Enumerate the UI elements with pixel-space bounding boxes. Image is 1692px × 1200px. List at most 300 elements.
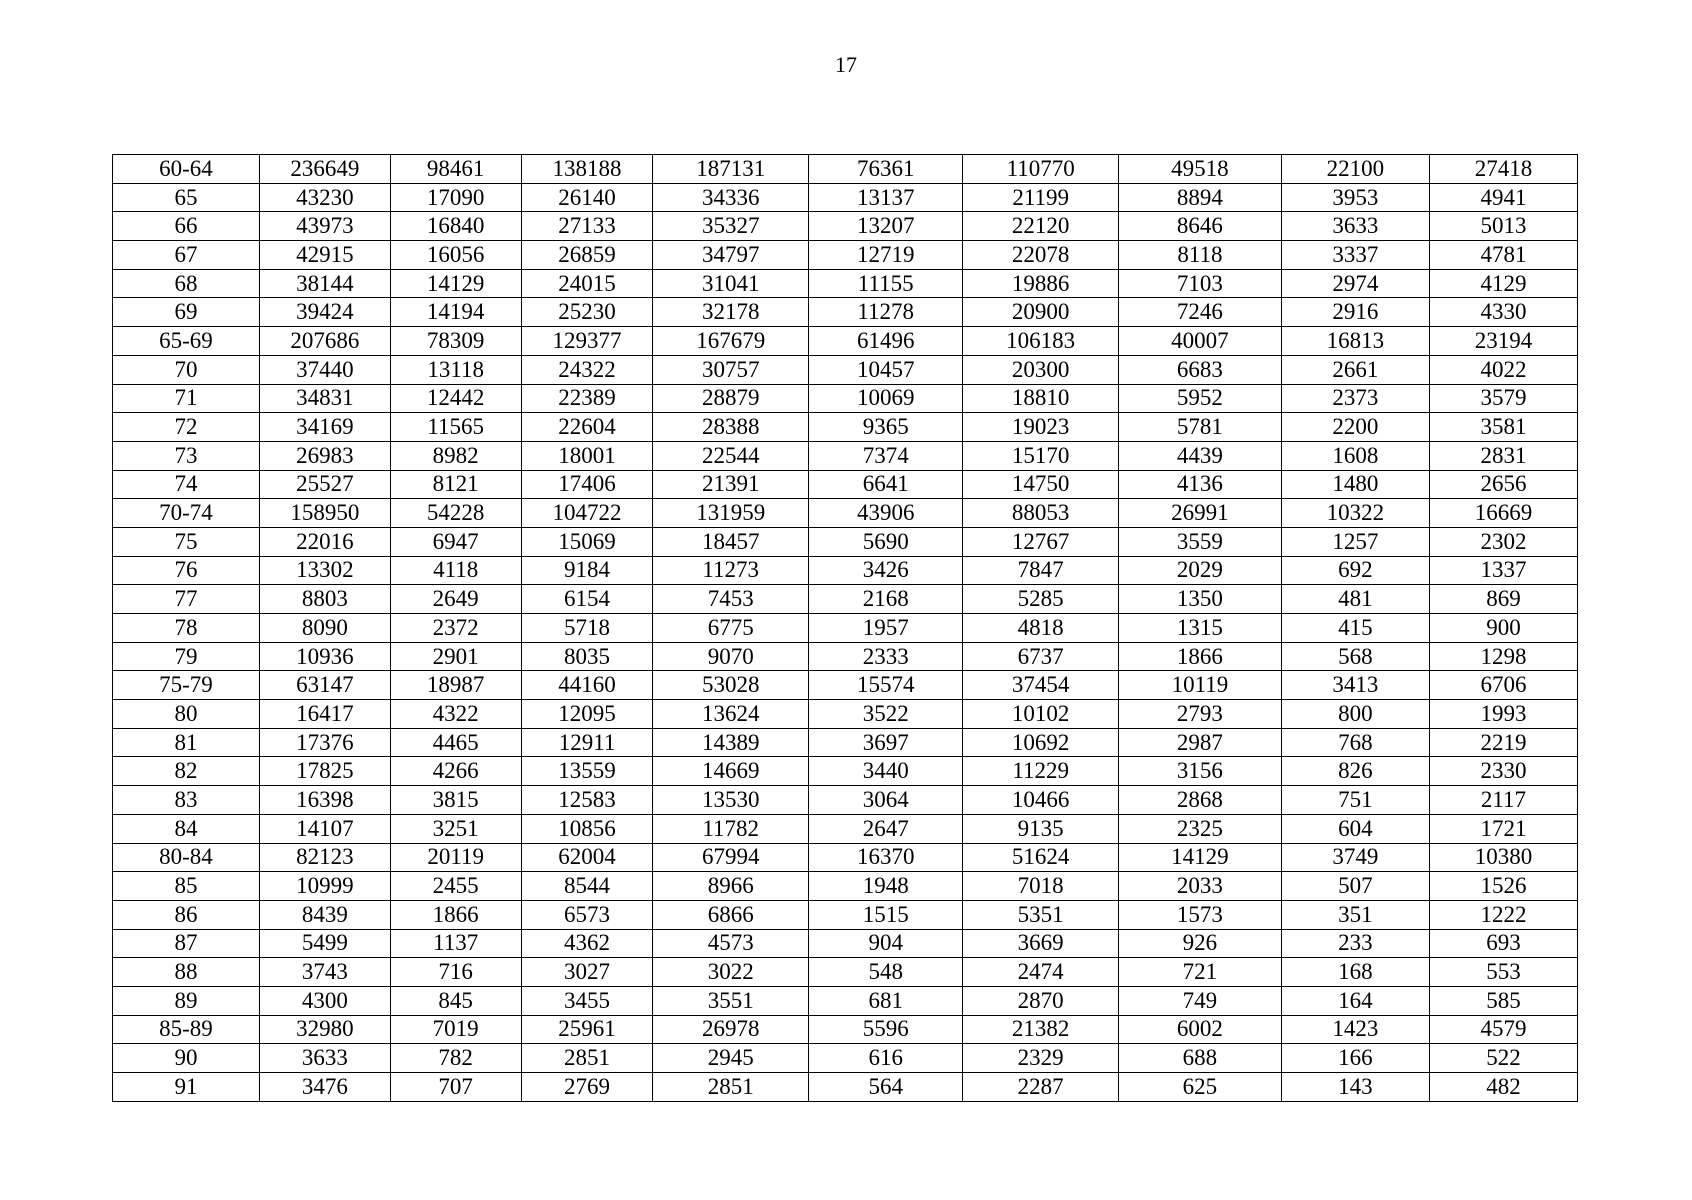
table-cell-col-3: 10856	[521, 814, 653, 843]
table-cell-col-2: 11565	[390, 413, 521, 442]
table-cell-col-3: 44160	[521, 671, 653, 700]
table-cell-col-8: 1480	[1281, 470, 1429, 499]
table-cell-col-8: 143	[1281, 1073, 1429, 1102]
table-cell-col-7: 5781	[1118, 413, 1281, 442]
table-cell-col-7: 8894	[1118, 183, 1281, 212]
table-cell-col-6: 10692	[963, 728, 1119, 757]
table-row	[113, 269, 1578, 298]
table-cell-col-7: 5952	[1118, 384, 1281, 413]
table-cell-col-7: 1350	[1118, 585, 1281, 614]
table-cell-col-5: 2647	[808, 814, 962, 843]
table-cell-col-4: 167679	[653, 327, 809, 356]
table-cell-col-7: 8646	[1118, 212, 1281, 241]
table-cell-col-5: 6641	[808, 470, 962, 499]
table-cell-col-1: 13302	[259, 556, 390, 585]
table-cell-col-8: 351	[1281, 900, 1429, 929]
table-cell-col-5: 681	[808, 986, 962, 1015]
table-cell-col-4: 35327	[653, 212, 809, 241]
table-row	[113, 441, 1578, 470]
table-cell-col-2: 716	[390, 958, 521, 987]
table-row	[113, 728, 1578, 757]
table-cell-col-6: 2474	[963, 958, 1119, 987]
table-cell-col-7: 625	[1118, 1073, 1281, 1102]
table-cell-col-8: 2373	[1281, 384, 1429, 413]
table-cell-col-1: 26983	[259, 441, 390, 470]
table-cell-col-6: 19886	[963, 269, 1119, 298]
table-cell-col-3: 24322	[521, 355, 653, 384]
table-cell-age-group: 66	[113, 212, 260, 241]
table-cell-age-group: 70-74	[113, 499, 260, 528]
table-cell-col-7: 2033	[1118, 872, 1281, 901]
table-cell-col-6: 22078	[963, 241, 1119, 270]
table-cell-col-5: 61496	[808, 327, 962, 356]
table-cell-col-2: 707	[390, 1073, 521, 1102]
table-cell-col-8: 2200	[1281, 413, 1429, 442]
table-cell-col-4: 14389	[653, 728, 809, 757]
table-cell-age-group: 85-89	[113, 1015, 260, 1044]
table-cell-col-9: 2831	[1429, 441, 1577, 470]
table-cell-col-8: 1257	[1281, 527, 1429, 556]
table-cell-col-8: 233	[1281, 929, 1429, 958]
table-body	[113, 155, 1578, 1102]
table-cell-col-9: 900	[1429, 614, 1577, 643]
table-cell-col-6: 2329	[963, 1044, 1119, 1073]
table-cell-col-8: 164	[1281, 986, 1429, 1015]
table-cell-col-8: 481	[1281, 585, 1429, 614]
table-cell-col-4: 13624	[653, 700, 809, 729]
table-cell-col-3: 26140	[521, 183, 653, 212]
table-cell-col-3: 26859	[521, 241, 653, 270]
table-cell-col-5: 1957	[808, 614, 962, 643]
table-cell-col-1: 3633	[259, 1044, 390, 1073]
table-cell-col-3: 62004	[521, 843, 653, 872]
table-cell-col-7: 6683	[1118, 355, 1281, 384]
table-cell-col-9: 1721	[1429, 814, 1577, 843]
table-cell-col-8: 800	[1281, 700, 1429, 729]
table-cell-col-9: 693	[1429, 929, 1577, 958]
table-row	[113, 900, 1578, 929]
table-cell-col-5: 3697	[808, 728, 962, 757]
table-cell-col-2: 2372	[390, 614, 521, 643]
table-cell-col-6: 21199	[963, 183, 1119, 212]
table-cell-col-8: 3953	[1281, 183, 1429, 212]
table-cell-col-1: 38144	[259, 269, 390, 298]
table-cell-col-6: 14750	[963, 470, 1119, 499]
table-cell-col-2: 4465	[390, 728, 521, 757]
table-cell-col-1: 39424	[259, 298, 390, 327]
table-cell-col-7: 2793	[1118, 700, 1281, 729]
table-cell-col-7: 749	[1118, 986, 1281, 1015]
table-cell-col-2: 3815	[390, 786, 521, 815]
table-cell-col-2: 20119	[390, 843, 521, 872]
table-cell-col-1: 43973	[259, 212, 390, 241]
table-cell-col-1: 3743	[259, 958, 390, 987]
table-cell-col-5: 616	[808, 1044, 962, 1073]
table-cell-col-9: 2656	[1429, 470, 1577, 499]
table-cell-col-2: 14129	[390, 269, 521, 298]
table-cell-col-4: 6775	[653, 614, 809, 643]
table-cell-col-9: 2330	[1429, 757, 1577, 786]
table-cell-col-4: 13530	[653, 786, 809, 815]
table-cell-col-3: 8035	[521, 642, 653, 671]
table-cell-col-7: 14129	[1118, 843, 1281, 872]
table-cell-col-2: 54228	[390, 499, 521, 528]
table-cell-col-8: 692	[1281, 556, 1429, 585]
table-cell-col-6: 20900	[963, 298, 1119, 327]
table-cell-col-4: 28388	[653, 413, 809, 442]
table-cell-col-6: 88053	[963, 499, 1119, 528]
table-cell-col-1: 34169	[259, 413, 390, 442]
table-cell-col-3: 3027	[521, 958, 653, 987]
table-cell-age-group: 77	[113, 585, 260, 614]
table-cell-col-8: 22100	[1281, 155, 1429, 184]
table-cell-col-3: 12583	[521, 786, 653, 815]
table-cell-col-9: 522	[1429, 1044, 1577, 1073]
table-cell-col-5: 10457	[808, 355, 962, 384]
table-row	[113, 470, 1578, 499]
table-cell-col-2: 2649	[390, 585, 521, 614]
table-cell-col-1: 82123	[259, 843, 390, 872]
table-cell-col-1: 16398	[259, 786, 390, 815]
table-cell-col-1: 17376	[259, 728, 390, 757]
table-row	[113, 872, 1578, 901]
table-cell-col-9: 1222	[1429, 900, 1577, 929]
table-cell-age-group: 73	[113, 441, 260, 470]
table-cell-col-9: 482	[1429, 1073, 1577, 1102]
table-cell-col-3: 13559	[521, 757, 653, 786]
table-cell-col-4: 30757	[653, 355, 809, 384]
table-cell-col-4: 11782	[653, 814, 809, 843]
table-cell-col-6: 10102	[963, 700, 1119, 729]
table-cell-age-group: 70	[113, 355, 260, 384]
table-cell-col-9: 6706	[1429, 671, 1577, 700]
table-cell-col-9: 869	[1429, 585, 1577, 614]
table-cell-col-8: 168	[1281, 958, 1429, 987]
table-cell-age-group: 65-69	[113, 327, 260, 356]
table-cell-col-9: 16669	[1429, 499, 1577, 528]
table-cell-age-group: 71	[113, 384, 260, 413]
table-cell-col-5: 3440	[808, 757, 962, 786]
table-cell-col-9: 2302	[1429, 527, 1577, 556]
table-cell-col-2: 4118	[390, 556, 521, 585]
table-cell-col-3: 138188	[521, 155, 653, 184]
table-cell-col-2: 3251	[390, 814, 521, 843]
table-cell-col-6: 6737	[963, 642, 1119, 671]
table-cell-col-5: 3522	[808, 700, 962, 729]
table-row	[113, 183, 1578, 212]
table-cell-col-9: 10380	[1429, 843, 1577, 872]
table-row	[113, 556, 1578, 585]
table-cell-col-9: 4022	[1429, 355, 1577, 384]
table-cell-col-3: 2769	[521, 1073, 653, 1102]
table-cell-col-3: 18001	[521, 441, 653, 470]
table-cell-col-7: 3559	[1118, 527, 1281, 556]
table-cell-col-4: 32178	[653, 298, 809, 327]
table-cell-col-8: 166	[1281, 1044, 1429, 1073]
table-cell-col-4: 31041	[653, 269, 809, 298]
table-cell-col-6: 15170	[963, 441, 1119, 470]
table-cell-col-1: 43230	[259, 183, 390, 212]
table-cell-col-1: 207686	[259, 327, 390, 356]
table-cell-col-2: 845	[390, 986, 521, 1015]
table-row	[113, 843, 1578, 872]
table-cell-col-7: 49518	[1118, 155, 1281, 184]
table-cell-col-5: 11278	[808, 298, 962, 327]
table-cell-col-4: 6866	[653, 900, 809, 929]
table-cell-col-8: 568	[1281, 642, 1429, 671]
table-cell-col-9: 3579	[1429, 384, 1577, 413]
table-cell-col-6: 9135	[963, 814, 1119, 843]
table-cell-col-4: 28879	[653, 384, 809, 413]
table-cell-col-8: 826	[1281, 757, 1429, 786]
table-cell-col-3: 6573	[521, 900, 653, 929]
table-cell-col-1: 14107	[259, 814, 390, 843]
page-number: 17	[835, 52, 857, 77]
table-cell-col-2: 17090	[390, 183, 521, 212]
table-cell-col-8: 751	[1281, 786, 1429, 815]
table-row	[113, 986, 1578, 1015]
table-cell-col-3: 15069	[521, 527, 653, 556]
table-cell-col-8: 415	[1281, 614, 1429, 643]
table-cell-col-5: 1515	[808, 900, 962, 929]
table-cell-age-group: 88	[113, 958, 260, 987]
table-cell-col-6: 20300	[963, 355, 1119, 384]
table-cell-age-group: 90	[113, 1044, 260, 1073]
table-cell-col-2: 16056	[390, 241, 521, 270]
table-cell-col-2: 18987	[390, 671, 521, 700]
table-cell-col-4: 67994	[653, 843, 809, 872]
table-row	[113, 527, 1578, 556]
table-row	[113, 671, 1578, 700]
table-cell-col-8: 1608	[1281, 441, 1429, 470]
table-cell-col-7: 26991	[1118, 499, 1281, 528]
table-cell-col-7: 40007	[1118, 327, 1281, 356]
table-cell-col-5: 564	[808, 1073, 962, 1102]
table-cell-col-3: 25230	[521, 298, 653, 327]
table-cell-col-7: 721	[1118, 958, 1281, 987]
table-cell-col-6: 10466	[963, 786, 1119, 815]
table-cell-age-group: 60-64	[113, 155, 260, 184]
table-row	[113, 355, 1578, 384]
table-cell-col-9: 4330	[1429, 298, 1577, 327]
table-cell-col-4: 2851	[653, 1073, 809, 1102]
table-cell-col-3: 24015	[521, 269, 653, 298]
table-cell-col-2: 4322	[390, 700, 521, 729]
table-cell-col-7: 2987	[1118, 728, 1281, 757]
table-cell-col-1: 16417	[259, 700, 390, 729]
table-cell-col-7: 1573	[1118, 900, 1281, 929]
table-cell-col-1: 63147	[259, 671, 390, 700]
table-cell-col-6: 21382	[963, 1015, 1119, 1044]
table-cell-col-5: 1948	[808, 872, 962, 901]
table-cell-col-2: 12442	[390, 384, 521, 413]
table-cell-col-9: 2117	[1429, 786, 1577, 815]
table-cell-col-6: 2870	[963, 986, 1119, 1015]
table-cell-col-9: 1526	[1429, 872, 1577, 901]
table-cell-col-6: 11229	[963, 757, 1119, 786]
table-cell-col-9: 585	[1429, 986, 1577, 1015]
table-row	[113, 155, 1578, 184]
table-cell-col-1: 4300	[259, 986, 390, 1015]
table-cell-col-3: 12911	[521, 728, 653, 757]
table-cell-col-4: 11273	[653, 556, 809, 585]
table-cell-col-9: 553	[1429, 958, 1577, 987]
table-row	[113, 241, 1578, 270]
table-cell-col-5: 15574	[808, 671, 962, 700]
table-cell-col-3: 6154	[521, 585, 653, 614]
table-cell-col-3: 5718	[521, 614, 653, 643]
table-cell-col-6: 3669	[963, 929, 1119, 958]
table-cell-col-1: 8090	[259, 614, 390, 643]
table-cell-col-8: 1423	[1281, 1015, 1429, 1044]
table-cell-col-3: 12095	[521, 700, 653, 729]
table-cell-col-6: 2287	[963, 1073, 1119, 1102]
table-cell-col-9: 23194	[1429, 327, 1577, 356]
table-cell-col-7: 926	[1118, 929, 1281, 958]
table-cell-col-1: 32980	[259, 1015, 390, 1044]
table-cell-col-2: 2901	[390, 642, 521, 671]
table-cell-col-8: 507	[1281, 872, 1429, 901]
table-cell-col-9: 2219	[1429, 728, 1577, 757]
table-row	[113, 929, 1578, 958]
table-cell-col-9: 1298	[1429, 642, 1577, 671]
table-cell-col-7: 3156	[1118, 757, 1281, 786]
table-cell-col-1: 8803	[259, 585, 390, 614]
table-cell-col-2: 8121	[390, 470, 521, 499]
table-cell-col-6: 7018	[963, 872, 1119, 901]
table-cell-col-5: 904	[808, 929, 962, 958]
table-cell-col-4: 22544	[653, 441, 809, 470]
table-cell-col-7: 7246	[1118, 298, 1281, 327]
table-cell-age-group: 75	[113, 527, 260, 556]
table-row	[113, 327, 1578, 356]
table-cell-col-3: 25961	[521, 1015, 653, 1044]
table-cell-col-8: 768	[1281, 728, 1429, 757]
table-cell-col-5: 5690	[808, 527, 962, 556]
table-cell-col-3: 2851	[521, 1044, 653, 1073]
table-cell-col-6: 12767	[963, 527, 1119, 556]
table-cell-col-7: 2325	[1118, 814, 1281, 843]
table-cell-col-1: 22016	[259, 527, 390, 556]
table-cell-col-5: 3064	[808, 786, 962, 815]
table-cell-col-5: 76361	[808, 155, 962, 184]
table-cell-col-4: 21391	[653, 470, 809, 499]
table-cell-col-5: 5596	[808, 1015, 962, 1044]
table-cell-col-5: 11155	[808, 269, 962, 298]
table-cell-col-7: 10119	[1118, 671, 1281, 700]
table-cell-col-3: 17406	[521, 470, 653, 499]
table-cell-age-group: 86	[113, 900, 260, 929]
table-cell-col-5: 13137	[808, 183, 962, 212]
table-row	[113, 700, 1578, 729]
table-cell-col-4: 131959	[653, 499, 809, 528]
table-cell-col-2: 4266	[390, 757, 521, 786]
table-cell-age-group: 72	[113, 413, 260, 442]
table-cell-col-1: 10999	[259, 872, 390, 901]
table-cell-col-2: 78309	[390, 327, 521, 356]
table-cell-col-1: 25527	[259, 470, 390, 499]
table-cell-col-5: 13207	[808, 212, 962, 241]
table-cell-col-8: 16813	[1281, 327, 1429, 356]
table-row	[113, 384, 1578, 413]
table-cell-col-9: 27418	[1429, 155, 1577, 184]
table-cell-col-6: 22120	[963, 212, 1119, 241]
table-cell-col-7: 8118	[1118, 241, 1281, 270]
table-cell-col-7: 2868	[1118, 786, 1281, 815]
table-cell-age-group: 82	[113, 757, 260, 786]
table-cell-col-6: 110770	[963, 155, 1119, 184]
table-cell-col-7: 4439	[1118, 441, 1281, 470]
table-cell-col-8: 3337	[1281, 241, 1429, 270]
table-cell-age-group: 91	[113, 1073, 260, 1102]
table-row	[113, 1044, 1578, 1073]
table-cell-col-4: 34336	[653, 183, 809, 212]
table-cell-col-7: 4136	[1118, 470, 1281, 499]
table-cell-col-1: 37440	[259, 355, 390, 384]
table-cell-col-3: 27133	[521, 212, 653, 241]
table-cell-col-6: 4818	[963, 614, 1119, 643]
table-cell-col-4: 2945	[653, 1044, 809, 1073]
table-row	[113, 1073, 1578, 1102]
table-row	[113, 642, 1578, 671]
table-cell-age-group: 81	[113, 728, 260, 757]
table-cell-col-8: 3749	[1281, 843, 1429, 872]
table-cell-col-9: 4579	[1429, 1015, 1577, 1044]
table-cell-age-group: 89	[113, 986, 260, 1015]
table-cell-col-1: 10936	[259, 642, 390, 671]
table-cell-col-5: 2168	[808, 585, 962, 614]
table-cell-age-group: 87	[113, 929, 260, 958]
table-cell-col-2: 14194	[390, 298, 521, 327]
table-cell-col-9: 1337	[1429, 556, 1577, 585]
table-cell-col-8: 10322	[1281, 499, 1429, 528]
table-cell-col-7: 2029	[1118, 556, 1281, 585]
table-cell-col-6: 18810	[963, 384, 1119, 413]
table-row	[113, 757, 1578, 786]
table-cell-col-1: 5499	[259, 929, 390, 958]
table-cell-col-9: 5013	[1429, 212, 1577, 241]
table-cell-col-4: 187131	[653, 155, 809, 184]
table-cell-col-2: 98461	[390, 155, 521, 184]
table-cell-col-9: 4129	[1429, 269, 1577, 298]
table-cell-col-5: 16370	[808, 843, 962, 872]
table-cell-col-3: 129377	[521, 327, 653, 356]
table-cell-col-3: 8544	[521, 872, 653, 901]
table-cell-col-1: 34831	[259, 384, 390, 413]
table-cell-col-4: 26978	[653, 1015, 809, 1044]
table-cell-col-3: 3455	[521, 986, 653, 1015]
table-cell-col-4: 8966	[653, 872, 809, 901]
table-cell-col-9: 3581	[1429, 413, 1577, 442]
table-cell-col-8: 2661	[1281, 355, 1429, 384]
table-cell-col-6: 37454	[963, 671, 1119, 700]
table-cell-col-2: 16840	[390, 212, 521, 241]
table-cell-col-3: 4362	[521, 929, 653, 958]
table-cell-age-group: 67	[113, 241, 260, 270]
table-cell-col-2: 13118	[390, 355, 521, 384]
table-cell-col-5: 12719	[808, 241, 962, 270]
table-cell-col-7: 6002	[1118, 1015, 1281, 1044]
table-cell-col-1: 42915	[259, 241, 390, 270]
table-cell-col-6: 5351	[963, 900, 1119, 929]
table-cell-col-1: 236649	[259, 155, 390, 184]
table-row	[113, 814, 1578, 843]
table-cell-col-5: 2333	[808, 642, 962, 671]
table-cell-col-4: 18457	[653, 527, 809, 556]
table-cell-col-1: 3476	[259, 1073, 390, 1102]
table-row	[113, 958, 1578, 987]
table-cell-col-4: 3551	[653, 986, 809, 1015]
